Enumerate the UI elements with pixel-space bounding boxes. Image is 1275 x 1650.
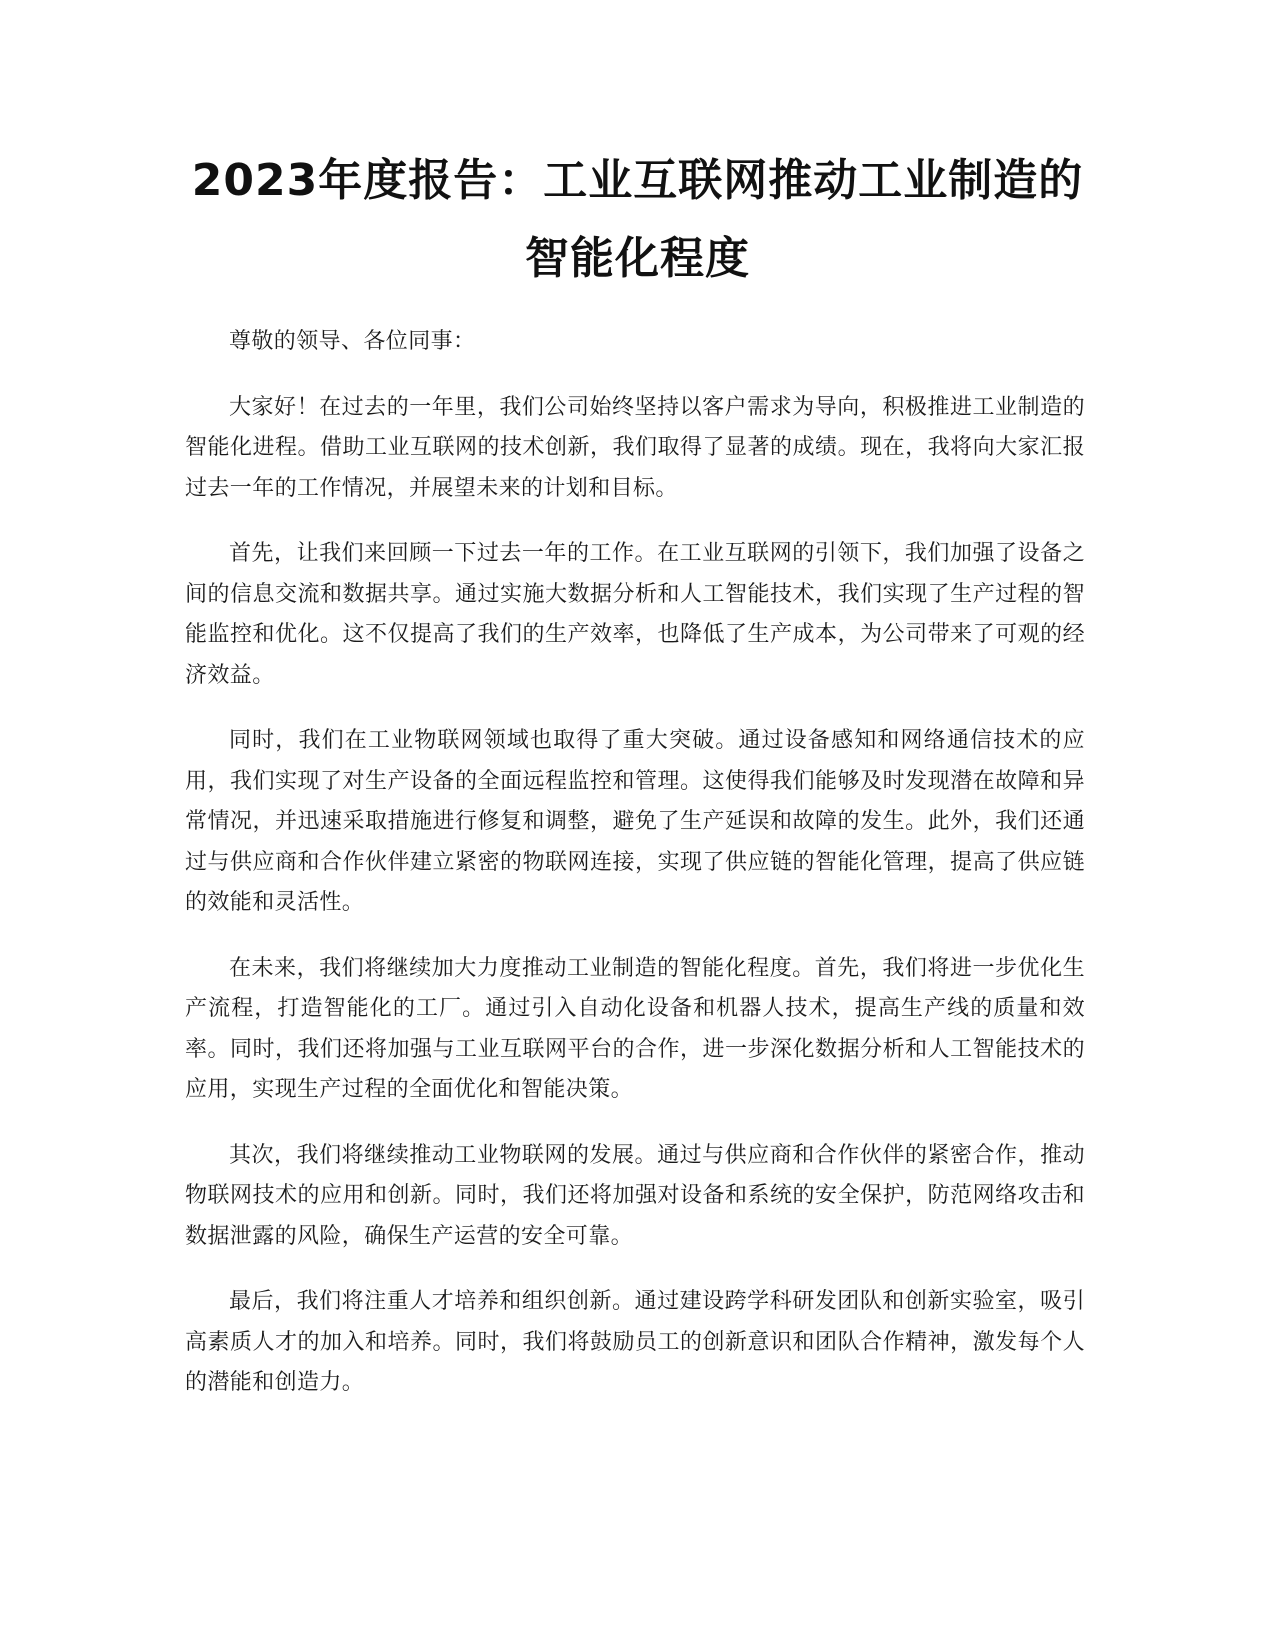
paragraph-iot-development: 其次，我们将继续推动工业物联网的发展。通过与供应商和合作伙伴的紧密合作，推动物联网技术的应用和创新。同时，我们还将加强对设备和系统的安全保护，防范网络攻击和数据泄露的风险，确保生产运营的安全可靠。	[185, 1142, 1085, 1249]
document-body	[185, 322, 1085, 1429]
paragraph-future-plan: 在未来，我们将继续加大力度推动工业制造的智能化程度。首先，我们将进一步优化生产流程，打造智能化的工厂。通过引入自动化设备和机器人技术，提高生产线的质量和效率。同时，我们还将加强与工业互联网平台的合作，进一步深化数据分析和人工智能技术的应用，实现生产过程的全面优化和智能决策。	[185, 955, 1085, 1102]
paragraph-talent: 最后，我们将注重人才培养和组织创新。通过建设跨学科研发团队和创新实验室，吸引高素质人才的加入和培养。同时，我们将鼓励员工的创新意识和团队合作精神，激发每个人的潜能和创造力。	[185, 1289, 1085, 1395]
paragraph-iot-breakthrough: 同时，我们在工业物联网领域也取得了重大突破。通过设备感知和网络通信技术的应用，我们实现了对生产设备的全面远程监控和管理。这使得我们能够及时发现潜在故障和异常情况，并迅速采取措施进行修复和调整，避免了生产延误和故障的发生。此外，我们还通过与供应商和合作伙伴建立紧密的物联网连接，实现了供应链的智能化管理，提高了供应链的效能和灵活性。	[185, 728, 1085, 915]
document-title	[150, 142, 1125, 298]
title-line-2: 智能化程度	[525, 233, 750, 284]
paragraph-review: 首先，让我们来回顾一下过去一年的工作。在工业互联网的引领下，我们加强了设备之间的信息交流和数据共享。通过实施大数据分析和人工智能技术，我们实现了生产过程的智能监控和优化。这不仅提高了我们的生产效率，也降低了生产成本，为公司带来了可观的经济效益。	[185, 541, 1085, 688]
title-line-1: 2023年度报告：工业互联网推动工业制造的	[191, 155, 1084, 206]
salutation: 尊敬的领导、各位同事：	[229, 329, 476, 354]
paragraph-intro: 大家好！在过去的一年里，我们公司始终坚持以客户需求为导向，积极推进工业制造的智能化进程。借助工业互联网的技术创新，我们取得了显著的成绩。现在，我将向大家汇报过去一年的工作情况，并展望未来的计划和目标。	[185, 394, 1085, 501]
